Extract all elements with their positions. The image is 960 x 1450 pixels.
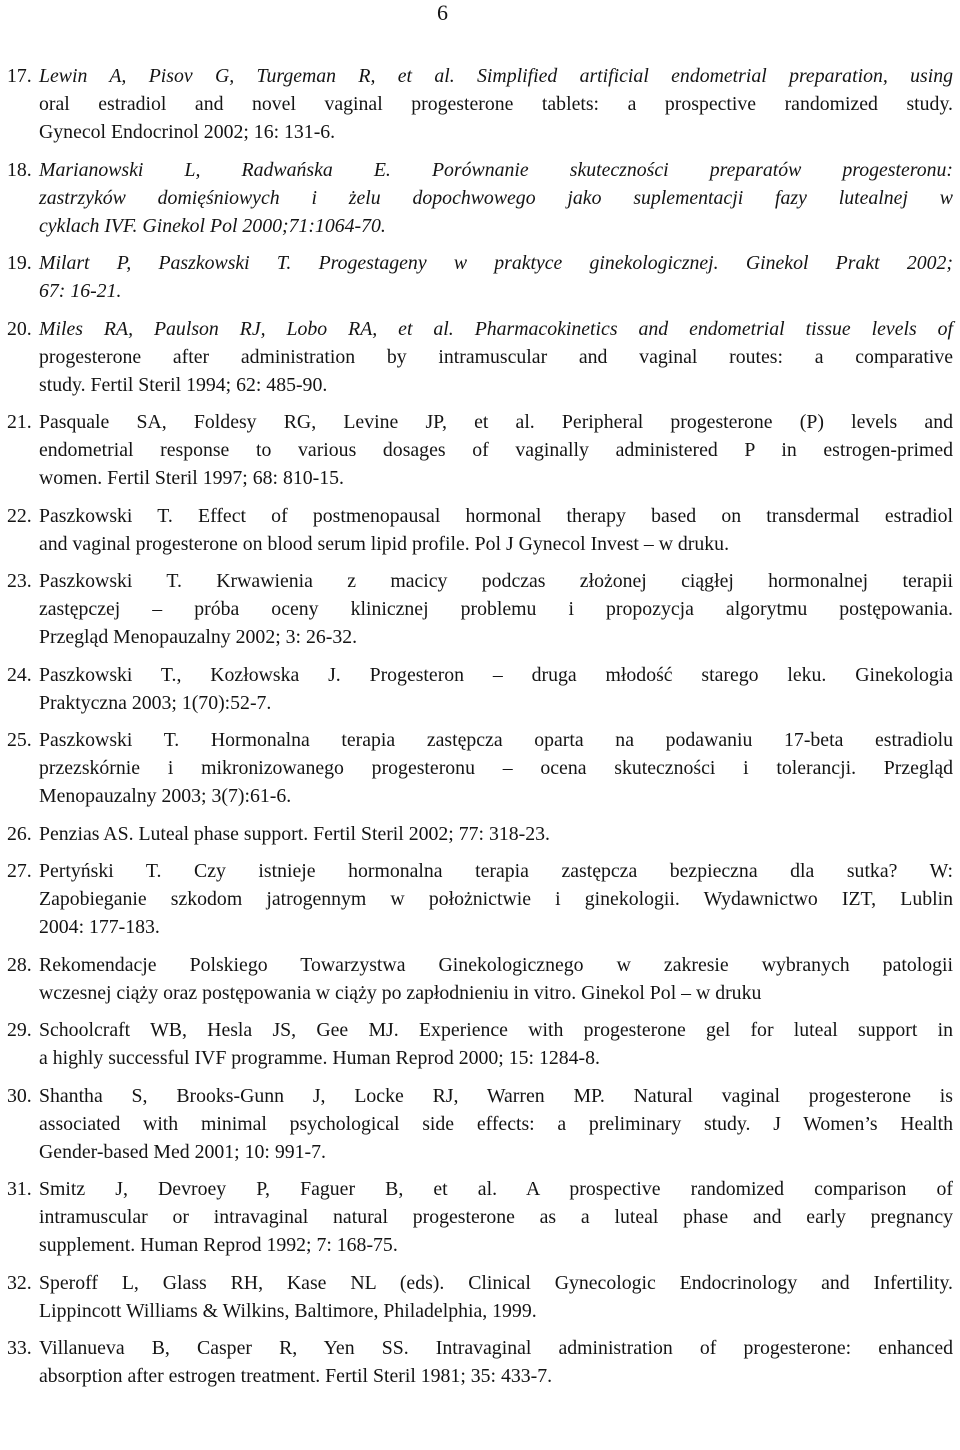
reference-number: 30. (7, 1084, 32, 1107)
reference-item (7, 249, 953, 305)
reference-line: absorption after estrogen treatment. Fertil Steril 1981; 35: 433-7. (39, 1365, 553, 1387)
reference-line: progesterone after administration by intramuscular and vaginal routes: a comparative (39, 345, 953, 368)
reference-line: Pasquale SA, Foldesy RG, Levine JP, et al. Peripheral progesterone (P) levels and (39, 411, 953, 433)
reference-number: 26. (7, 822, 32, 845)
reference-item (7, 408, 953, 492)
reference-line: a highly successful IVF programme. Human Reprod 2000; 15: 1284-8. (39, 1047, 600, 1069)
reference-item (7, 502, 953, 558)
reference-line: Gynecol Endocrinol 2002; 16: 131-6. (39, 121, 336, 143)
reference-line: study. Fertil Steril 1994; 62: 485-90. (39, 373, 328, 396)
reference-text (39, 1016, 953, 1072)
reference-line: Smitz J, Devroey P, Faguer B, et al. A prospective randomized comparison of (39, 1178, 953, 1200)
reference-text (39, 820, 953, 848)
reference-line: cyklach IVF. Ginekol Pol 2000;71:1064-70. (39, 214, 386, 237)
reference-line: Praktyczna 2003; 1(70):52-7. (39, 691, 272, 714)
reference-line: Villanueva B, Casper R, Yen SS. Intravaginal administration of progesterone: enhanced (39, 1337, 953, 1359)
reference-line: Penzias AS. Luteal phase support. Fertil Steril 2002; 77: 318-23. (39, 822, 550, 845)
reference-list (7, 62, 953, 1400)
reference-number: 32. (7, 1271, 32, 1294)
reference-item (7, 315, 953, 399)
reference-text (39, 315, 953, 399)
reference-line: intramuscular or intravaginal natural progesterone as a luteal phase and early pregnancy (39, 1206, 953, 1228)
reference-text (39, 156, 953, 240)
reference-line: Paszkowski T. Effect of postmenopausal hormonal therapy based on transdermal estradiol (39, 504, 953, 527)
reference-line: Menopauzalny 2003; 3(7):61-6. (39, 785, 292, 807)
reference-number: 22. (7, 504, 32, 527)
reference-line: Schoolcraft WB, Hesla JS, Gee MJ. Experience with progesterone gel for luteal support in (39, 1019, 953, 1041)
reference-item (7, 661, 953, 717)
reference-item (7, 1175, 953, 1259)
reference-line: Lewin A, Pisov G, Turgeman R, et al. Simplified artificial endometrial preparation, using (39, 65, 953, 87)
reference-line: Miles RA, Paulson RJ, Lobo RA, et al. Pharmacokinetics and endometrial tissue levels of (39, 317, 953, 340)
reference-text (39, 408, 953, 492)
reference-line: Paszkowski T. Krwawienia z macicy podczas złożonej ciągłej hormonalnej terapii (39, 570, 953, 592)
reference-text (39, 1082, 953, 1166)
reference-item (7, 567, 953, 651)
reference-line: Przegląd Menopauzalny 2002; 3: 26-32. (39, 626, 358, 648)
reference-line: Zapobieganie szkodom jatrogennym w położnictwie i ginekologii. Wydawnictwo IZT, Lublin (39, 888, 953, 910)
reference-line: supplement. Human Reprod 1992; 7: 168-75. (39, 1234, 398, 1256)
reference-number: 25. (7, 729, 32, 751)
reference-line: women. Fertil Steril 1997; 68: 810-15. (39, 467, 344, 489)
reference-text (39, 1175, 953, 1259)
reference-number: 28. (7, 953, 32, 976)
reference-line: wczesnej ciąży oraz postępowania w ciąży po zapłodnieniu in vitro. Ginekol Pol – w druku (39, 981, 762, 1004)
reference-line: associated with minimal psychological side effects: a preliminary study. J Women’s Health (39, 1112, 953, 1135)
reference-line: Marianowski L, Radwańska E. Porównanie skuteczności preparatów progesteronu: (39, 158, 953, 181)
reference-item (7, 857, 953, 941)
reference-item (7, 1334, 953, 1390)
reference-text (39, 857, 953, 941)
reference-item (7, 726, 953, 810)
reference-item (7, 1016, 953, 1072)
reference-line: and vaginal progesterone on blood serum lipid profile. Pol J Gynecol Invest – w druku. (39, 532, 730, 555)
reference-text (39, 62, 953, 146)
reference-line: Rekomendacje Polskiego Towarzystwa Ginekologicznego w zakresie wybranych patologii (39, 953, 953, 976)
reference-item (7, 1269, 953, 1325)
reference-text (39, 661, 953, 717)
reference-number: 33. (7, 1337, 32, 1359)
reference-text (39, 951, 953, 1007)
reference-line: Speroff L, Glass RH, Kase NL (eds). Clinical Gynecologic Endocrinology and Infertility. (39, 1271, 953, 1294)
reference-text (39, 249, 953, 305)
reference-text (39, 1334, 953, 1390)
reference-line: oral estradiol and novel vaginal progesterone tablets: a prospective randomized study. (39, 93, 953, 115)
reference-line: Milart P, Paszkowski T. Progestageny w praktyce ginekologicznej. Ginekol Prakt 2002; (39, 252, 953, 274)
reference-line: Pertyński T. Czy istnieje hormonalna terapia zastępcza bezpieczna dla sutka? W: (39, 860, 953, 882)
reference-line: Paszkowski T., Kozłowska J. Progesteron – druga młodość starego leku. Ginekologia (39, 663, 953, 686)
reference-line: Shantha S, Brooks-Gunn J, Locke RJ, Warren MP. Natural vaginal progesterone is (39, 1084, 953, 1107)
reference-text (39, 1269, 953, 1325)
reference-number: 19. (7, 252, 32, 274)
reference-number: 20. (7, 317, 32, 340)
reference-number: 21. (7, 411, 32, 433)
reference-number: 18. (7, 158, 32, 181)
reference-number: 17. (7, 65, 32, 87)
reference-item (7, 1082, 953, 1166)
reference-number: 27. (7, 860, 32, 882)
reference-number: 24. (7, 663, 32, 686)
reference-line: endometrial response to various dosages of vaginally administered P in estrogen-primed (39, 439, 953, 461)
page-number: 6 (437, 0, 448, 25)
reference-line: przezskórnie i mikronizowanego progesteronu – ocena skuteczności i tolerancji. Przegląd (39, 757, 953, 779)
reference-number: 31. (7, 1178, 32, 1200)
reference-line: 2004: 177-183. (39, 916, 160, 938)
reference-line: zastępczej – próba oceny klinicznej problemu i propozycja algorytmu postępowania. (39, 598, 953, 620)
reference-line: Gender-based Med 2001; 10: 991-7. (39, 1140, 326, 1163)
reference-line: Paszkowski T. Hormonalna terapia zastępcza oparta na podawaniu 17-beta estradiolu (39, 729, 953, 751)
reference-text (39, 567, 953, 651)
reference-item (7, 951, 953, 1007)
reference-item (7, 62, 953, 146)
reference-line: zastrzyków domięśniowych i żelu dopochwowego jako suplementacji fazy lutealnej w (39, 186, 953, 209)
reference-line: 67: 16-21. (39, 280, 122, 302)
reference-line: Lippincott Williams & Wilkins, Baltimore, Philadelphia, 1999. (39, 1299, 537, 1322)
reference-text (39, 726, 953, 810)
reference-text (39, 502, 953, 558)
reference-item (7, 820, 953, 848)
reference-number: 23. (7, 570, 32, 592)
reference-item (7, 156, 953, 240)
reference-number: 29. (7, 1019, 32, 1041)
